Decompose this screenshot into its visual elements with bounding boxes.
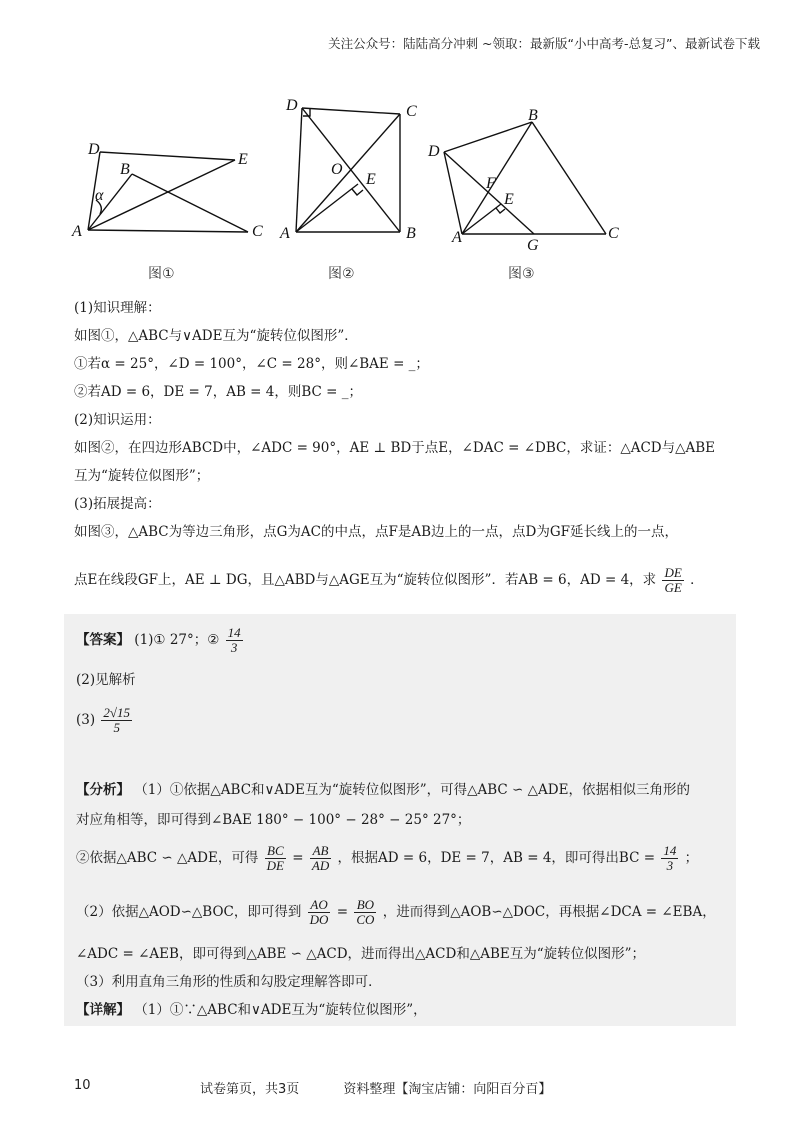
fig2-AE — [296, 184, 358, 232]
page-header: 关注公众号：陆陆高分冲刺 ~领取：最新版“小中高考-总复习”、最新试卷下载 — [328, 36, 760, 51]
analysis-l3b: ，根据AD = 6，DE = 7，AB = 4，即可得出BC = — [337, 850, 656, 866]
analysis-line-4 — [76, 898, 716, 927]
answer-box — [64, 614, 736, 1026]
p2-title: (2)知识运用： — [74, 412, 161, 428]
fig3-DG — [444, 152, 534, 234]
problem-text — [74, 298, 734, 595]
answer-a1-frac — [226, 626, 243, 655]
fig2-label-C: C — [406, 103, 417, 120]
p3-title: (3)拓展提高： — [74, 496, 161, 512]
analysis-l4-f2-den: CO — [356, 912, 375, 927]
fig3-right-angle-E — [496, 208, 505, 213]
fig1-label-B: B — [120, 161, 130, 178]
p1-intro: 如图①，△ABC与∨ADE互为“旋转位似图形”． — [74, 328, 358, 344]
analysis-l3-eq: = — [292, 850, 304, 866]
fig3-AD — [444, 152, 462, 234]
fig2-label-E: E — [366, 171, 376, 188]
fig2-CD — [302, 108, 400, 114]
answer-a2: (2)见解析 — [76, 672, 136, 688]
analysis-line-1 — [76, 780, 690, 800]
analysis-l4-eq: = — [336, 904, 349, 920]
fig1-AC — [88, 230, 248, 232]
p2-text1: 如图②，在四边形ABCD中，∠ADC = 90°，AE ⊥ BD于点E，∠DAC = ∠DBC，求证：△ACD与△ABE — [74, 440, 716, 456]
analysis-l3-f1-num: BC — [265, 844, 286, 859]
analysis-l4-frac2 — [354, 898, 376, 927]
answer-line-3 — [76, 706, 134, 735]
analysis-l3-f1-den: DE — [266, 858, 284, 873]
fig2-label-D: D — [286, 97, 298, 114]
answer-a3-prefix: (3) — [76, 712, 96, 728]
answer-a1-den: 3 — [230, 640, 238, 655]
fig1-label-D: D — [88, 141, 100, 158]
fig1-label-alpha: α — [95, 187, 104, 204]
analysis-l4-f1-den: DO — [309, 912, 329, 927]
analysis-l3-f3-den: 3 — [666, 858, 674, 873]
detail-l1: （1）①∵△ABC和∨ADE互为“旋转位似图形”， — [134, 1002, 427, 1018]
fig2-label-B: B — [406, 225, 416, 242]
fig1-label-C: C — [252, 223, 263, 240]
analysis-l3-frac1 — [265, 844, 286, 873]
footer-center — [200, 1078, 591, 1097]
fig3-label-G: G — [527, 237, 539, 254]
fig1-DE — [100, 152, 235, 160]
p3-frac-den: GE — [664, 580, 682, 595]
analysis-l5: ∠ADC = ∠AEB，即可得到△ABE ∽ △ACD，进而得出△ACD和△ABE互为“旋转位似图形”； — [76, 946, 646, 962]
p3-fraction — [662, 566, 683, 595]
analysis-l4b: ，进而得到△AOB∽△DOC，再根据∠DCA = ∠EBA， — [382, 904, 716, 920]
fig3-DB — [444, 122, 532, 152]
fig3-label-F: F — [486, 175, 496, 192]
analysis-l4-frac1 — [308, 898, 331, 927]
fig3-AE — [462, 204, 501, 234]
fig2-BD — [302, 108, 400, 232]
page-info: 试卷第页，共3页 — [200, 1082, 300, 1097]
fig1-BC — [132, 174, 248, 232]
fig3-BC — [532, 122, 606, 234]
geometry-figures — [60, 92, 740, 292]
analysis-l3-f2-num: AB — [310, 844, 331, 859]
answer-a3-num: 2√15 — [103, 705, 131, 720]
analysis-l3-frac3 — [661, 844, 678, 873]
p1-title: (1)知识理解： — [74, 300, 161, 316]
analysis-l3-frac2 — [310, 844, 331, 873]
fig2-label-A: A — [280, 225, 290, 242]
analysis-l1: （1）①依据△ABC和∨ADE互为“旋转位似图形”，可得△ABC ∽ △ADE，依据相似三角形的 — [134, 782, 690, 798]
p3-text2-line — [74, 566, 734, 595]
answer-a3-den: 5 — [113, 720, 120, 735]
fig3-caption: 图③ — [508, 266, 535, 282]
analysis-l4-f1-num: AO — [308, 898, 331, 913]
p1-q2: ②若AD = 6，DE = 7，AB = 4，则BC = _； — [74, 384, 363, 400]
p3-end: ． — [690, 572, 704, 588]
p1-q1: ①若α = 25°，∠D = 100°，∠C = 28°，则∠BAE = _； — [74, 356, 429, 372]
fig2-right-angle-E — [352, 189, 363, 195]
fig3-label-B: B — [528, 107, 538, 124]
analysis-l6: （3）利用直角三角形的性质和勾股定理解答即可． — [76, 974, 382, 990]
answer-a3-frac — [101, 706, 132, 735]
analysis-line-3 — [76, 844, 698, 873]
p3-text2: 点E在线段GF上，AE ⊥ DG，且△ABD与△AGE互为“旋转位似图形”．若AB = 6，AD = 4，求 — [74, 572, 657, 588]
p3-frac-num: DE — [664, 565, 682, 580]
fig1-label-E: E — [238, 151, 248, 168]
page-number: 10 — [74, 1078, 91, 1093]
fig1-AE — [88, 160, 235, 230]
fig1-caption: 图① — [148, 266, 175, 282]
analysis-l3-f3-num: 14 — [663, 843, 677, 858]
fig2-caption: 图② — [328, 266, 355, 282]
fig2-DA — [296, 108, 302, 232]
fig1-label-A: A — [72, 223, 82, 240]
analysis-l3a: ②依据△ABC ∽ △ADE，可得 — [76, 850, 259, 866]
source-info: 资料整理【淘宝店铺：向阳百分百】 — [343, 1082, 552, 1097]
detail-tag: 【详解】 — [76, 1002, 130, 1018]
answer-a1: (1)① 27°；② — [134, 632, 220, 648]
analysis-l2: 对应角相等，即可得到∠BAE 180° − 100° − 28° − 25° 27°； — [76, 812, 471, 828]
answer-line-1 — [76, 626, 245, 655]
analysis-l4a: （2）依据△AOD∽△BOC，即可得到 — [76, 904, 302, 920]
detail-line-1 — [76, 1000, 427, 1020]
fig3-label-D: D — [428, 143, 440, 160]
p2-text2: 互为“旋转位似图形”； — [74, 468, 210, 484]
figures-area — [60, 92, 740, 292]
analysis-l4-f2-num: BO — [354, 898, 376, 913]
answer-a1-num: 14 — [227, 625, 241, 640]
analysis-tag: 【分析】 — [76, 782, 130, 798]
analysis-l3c: ； — [684, 850, 699, 866]
fig3-label-A: A — [452, 229, 462, 246]
p3-text1: 如图③，△ABC为等边三角形，点G为AC的中点，点F是AB边上的一点，点D为GF延长线上的一点， — [74, 524, 679, 540]
answer-tag: 【答案】 — [76, 632, 130, 648]
fig3-label-E: E — [504, 191, 514, 208]
fig3-label-C: C — [608, 225, 619, 242]
fig2-label-O: O — [331, 161, 343, 178]
analysis-l3-f2-den: AD — [311, 858, 330, 873]
fig2-AC — [296, 114, 400, 232]
